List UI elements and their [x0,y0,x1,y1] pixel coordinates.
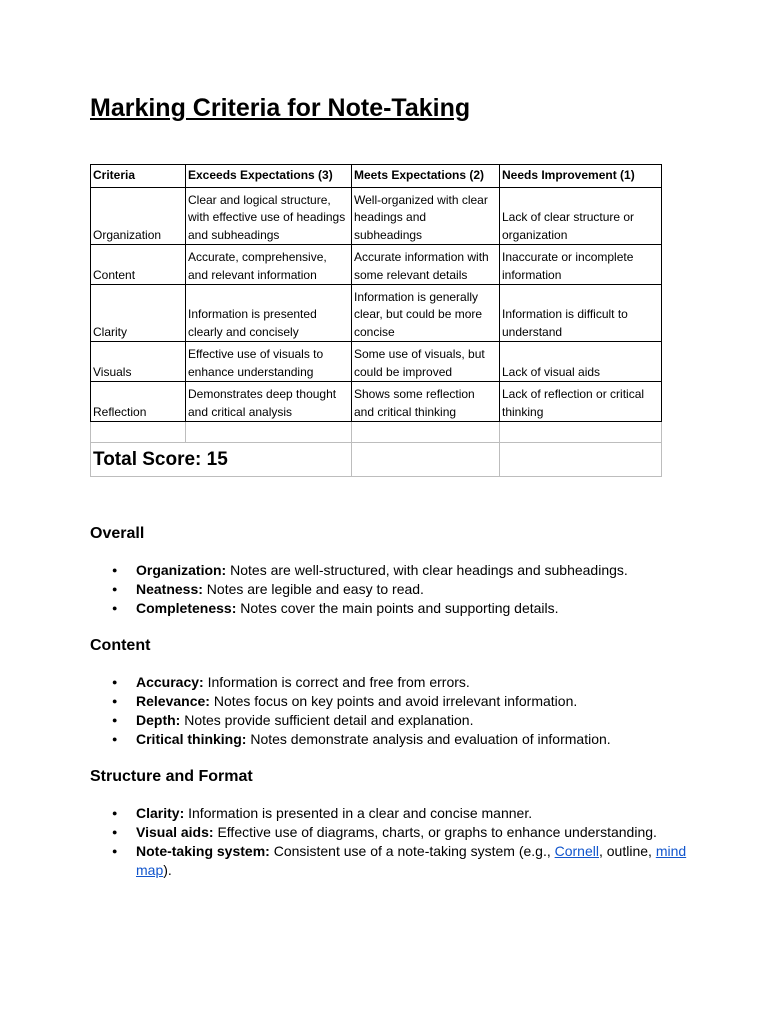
list-item [90,692,690,711]
criteria-cell: Reflection [91,382,186,422]
section-heading-content: Content [90,637,151,654]
table-cell: Accurate, comprehensive, and relevant information [186,245,352,285]
table-cell: Clear and logical structure, with effective use of headings and subheadings [186,188,352,245]
table-cell: Lack of clear structure or organization [500,188,662,245]
criteria-cell: Organization [91,188,186,245]
list-item [90,599,690,618]
table-cell: Information is generally clear, but could be more concise [352,285,500,342]
table-cell: Lack of reflection or critical thinking [500,382,662,422]
list-item [90,561,690,580]
table-row [91,245,662,285]
item-term: Completeness: [136,600,237,616]
empty-cell [186,422,352,443]
mind-map-link[interactable]: mind map [136,843,687,878]
empty-cell [500,422,662,443]
item-text: Notes demonstrate analysis and evaluation of information. [246,731,611,747]
item-term: Neatness: [136,581,203,597]
table-cell: Effective use of visuals to enhance understanding [186,342,352,382]
list-item [90,804,690,823]
table-cell: Some use of visuals, but could be improved [352,342,500,382]
table-cell: Lack of visual aids [500,342,662,382]
total-row [91,443,662,477]
item-text: Effective use of diagrams, charts, or graphs to enhance understanding. [213,824,657,840]
item-text: Notes cover the main points and supporting details. [236,600,559,616]
empty-row [91,422,662,443]
section-heading-overall: Overall [90,525,145,542]
table-cell: Shows some reflection and critical thinking [352,382,500,422]
section-heading-structure: Structure and Format [90,768,253,785]
item-text: ). [163,862,172,878]
table-row [91,188,662,245]
item-term: Organization: [136,562,227,578]
table-cell: Accurate information with some relevant details [352,245,500,285]
criteria-cell: Clarity [91,285,186,342]
item-term: Depth: [136,712,181,728]
table-cell: Inaccurate or incomplete information [500,245,662,285]
marking-criteria-table [90,164,662,477]
structure-list [90,804,690,880]
empty-cell [500,443,662,477]
cornell-link[interactable]: Cornell [554,843,599,859]
page-title: Marking Criteria for Note-Taking [90,94,471,122]
total-score: Total Score: 15 [91,443,352,477]
criteria-cell: Content [91,245,186,285]
column-header-meets: Meets Expectations (2) [352,165,500,188]
item-text: Consistent use of a note-taking system (e.g., [269,843,555,859]
table-row [91,342,662,382]
content-list [90,673,690,749]
empty-cell [91,422,186,443]
table-header-row [91,165,662,188]
list-item [90,823,690,842]
item-term: Critical thinking: [136,731,247,747]
overall-list [90,561,690,618]
item-text: Information is correct and free from errors. [203,674,470,690]
empty-cell [352,422,500,443]
item-text: Notes are legible and easy to read. [202,581,424,597]
table-row [91,382,662,422]
item-term: Note-taking system: [136,843,270,859]
table-cell: Information is presented clearly and concisely [186,285,352,342]
item-term: Clarity: [136,805,185,821]
table-cell: Demonstrates deep thought and critical analysis [186,382,352,422]
table-cell: Well-organized with clear headings and subheadings [352,188,500,245]
item-text: Notes are well-structured, with clear headings and subheadings. [226,562,628,578]
item-text: Information is presented in a clear and concise manner. [184,805,533,821]
list-item [90,730,690,749]
item-term: Accuracy: [136,674,204,690]
column-header-needs-improvement: Needs Improvement (1) [500,165,662,188]
item-term: Relevance: [136,693,210,709]
table-cell: Information is difficult to understand [500,285,662,342]
criteria-cell: Visuals [91,342,186,382]
list-item [90,580,690,599]
column-header-exceeds: Exceeds Expectations (3) [186,165,352,188]
item-term: Visual aids: [136,824,214,840]
table-row [91,285,662,342]
column-header-criteria: Criteria [91,165,186,188]
item-text: Notes focus on key points and avoid irrelevant information. [209,693,578,709]
list-item [90,842,690,880]
item-text: Notes provide sufficient detail and explanation. [180,712,474,728]
item-text: , outline, [598,843,656,859]
list-item [90,711,690,730]
list-item [90,673,690,692]
empty-cell [352,443,500,477]
